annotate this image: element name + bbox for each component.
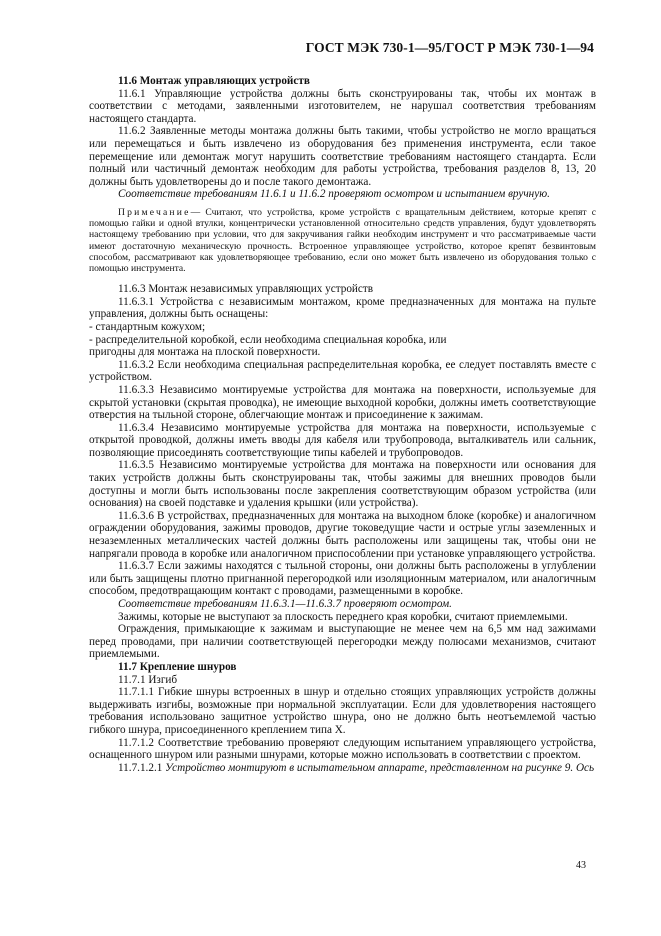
paragraph-11-6-3-3: 11.6.3.3 Независимо монтируемые устройства для монтажа на поверхности, используемые для скрытой установки (скрытая проводка), не имеющие выходной коробки, должны иметь соответствующие отверстия на тыльной стороне, облегчающие монтаж и присоединение к зажимам. — [89, 383, 596, 422]
paragraph-11-6-3-4: 11.6.3.4 Независимо монтируемые устройства для монтажа на поверхности, используемые с открытой проводкой, должны иметь вводы для кабеля или трубопровода, выталкиватель или сальник, позволяющие присоединять соответствующие типы кабелей и трубопроводов. — [89, 421, 596, 459]
paragraph-11-6-2: 11.6.2 Заявленные методы монтажа должны быть такими, чтобы устройство не могло вращаться или перемещаться и быть извлечено из оборудования без применения инструмента, если такое перемещение или демонтаж могут нарушить соответствие требованиям настоящего стандарта. Если полный или частичный демонтаж необходим для работы устройства, требования разделов 8, 13, 20 должны быть удовлетворены до и после такого демонтажа. — [89, 125, 596, 188]
list-item-casing: - стандартным кожухом; — [89, 320, 206, 333]
paragraph-11-7-1-1: 11.7.1.1 Гибкие шнуры встроенных в шнур и отдельно стоящих управляющих устройств должны выдерживать изгибы, возможные при нормальной эксплуатации. Если для удовлетворения настоящего требования использовано защитное устройство шнура, оно не должно быть неотъемлемой частью гибкого шнура, присоединенного креплением типа X. — [89, 686, 596, 736]
paragraph-enclosures: Ограждения, примыкающие к зажимам и выступающие не менее чем на 6,5 мм над зажимами перед проводами, при наличии соответствующей перегородки между полюсами механизмов, считают приемлемыми. — [89, 623, 596, 661]
note-label: Примечание — [118, 206, 191, 218]
paragraph-11-7-1: 11.7.1 Изгиб — [118, 673, 178, 686]
paragraph-11-6-3-7: 11.6.3.7 Если зажимы находятся с тыльной стороны, они должны быть расположены в углублении или быть защищены плотно пригнанной перегородкой или изоляционным материалом, или аналогичным способом, предотвращающим контакт с проводами, размещенными в коробке. — [89, 560, 596, 598]
paragraph-11-6-3-2: 11.6.3.2 Если необходима специальная распределительная коробка, ее следует поставлять вместе с устройством. — [89, 358, 596, 384]
paragraph-terminals: Зажимы, которые не выступают за плоскость переднего края коробки, считают приемлемыми. — [118, 610, 568, 623]
clause-number: 11.7.1.2.1 — [118, 761, 163, 774]
section-heading-11-7: 11.7 Крепление шнуров — [118, 660, 237, 673]
list-item-flat-surface: пригодны для монтажа на плоской поверхности. — [89, 346, 321, 359]
compliance-11-6: Соответствие требованиям 11.6.1 и 11.6.2 проверяют осмотром и испытанием вручную. — [118, 188, 550, 201]
page-content — [89, 75, 596, 774]
paragraph-11-6-3-5: 11.6.3.5 Независимо монтируемые устройства для монтажа на поверхности или основания для таких устройств должны быть сконструированы так, чтобы зажимы для внешних проводов были доступны и могли быть использованы после закрепления соответствующим образом устройства (или основания) на своей подставке и удаления крышки (или устройства). — [89, 459, 596, 510]
paragraph-11-6-3: 11.6.3 Монтаж независимых управляющих устройств — [118, 283, 374, 296]
page-number: 43 — [576, 860, 586, 871]
document-header: ГОСТ МЭК 730-1—95/ГОСТ Р МЭК 730-1—94 — [305, 40, 594, 55]
list-item-junction-box: - распределительной коробкой, если необходима специальная коробка, или — [89, 333, 447, 346]
paragraph-11-6-3-6: 11.6.3.6 В устройствах, предназначенных для монтажа на выходном блоке (коробке) и аналогичном ограждении оборудования, зажимы проводов, другие токоведущие части и острые углы заземленных и незаземленных металлических частей должны быть расположены или защищены так, чтобы они не напрягали провода в коробке или аналогичном приспособлении при установке управляющего устройства. — [89, 509, 596, 560]
paragraph-11-7-1-2: 11.7.1.2 Соответствие требованию проверяют следующим испытанием управляющего устройства, оснащенного шнуром или разными шнурами, которые можно использовать в соответствии с проектом. — [89, 736, 596, 762]
clause-text: Устройство монтируют в испытательном аппарате, представленном на рисунке 9. Ось — [165, 761, 595, 774]
note — [89, 207, 596, 274]
paragraph-11-6-1: 11.6.1 Управляющие устройства должны быть сконструированы так, чтобы их монтаж в соответствии с методами, заявленными изготовителем, не нарушал соответствия требованиям настоящего стандарта. — [89, 87, 596, 125]
paragraph-11-7-1-2-1 — [89, 762, 596, 775]
section-heading-11-6: 11.6 Монтаж управляющих устройств — [118, 75, 310, 87]
compliance-11-6-3: Соответствие требованиям 11.6.3.1—11.6.3.7 проверяют осмотром. — [118, 598, 452, 610]
paragraph-11-6-3-1: 11.6.3.1 Устройства с независимым монтажом, кроме предназначенных для монтажа на пульте управления, должны быть оснащены: — [89, 295, 596, 321]
note-text: — Считают, что устройства, кроме устройств с вращательным действием, которые крепят с помощью гайки и одной втулки, концентрически установленной относительно средств управления, будут удовлетворять настоящему требованию при условии, что для закручивания гайки необходим инструмент и что рассматриваемые части имеют достаточную механическую прочность. Встроенное управляющее устройство, которое крепят безвинтовым способом, рассматривают как удовлетворяющее требованию, если оно может быть извлечено из оборудования только с помощью инструмента. — [89, 206, 596, 274]
